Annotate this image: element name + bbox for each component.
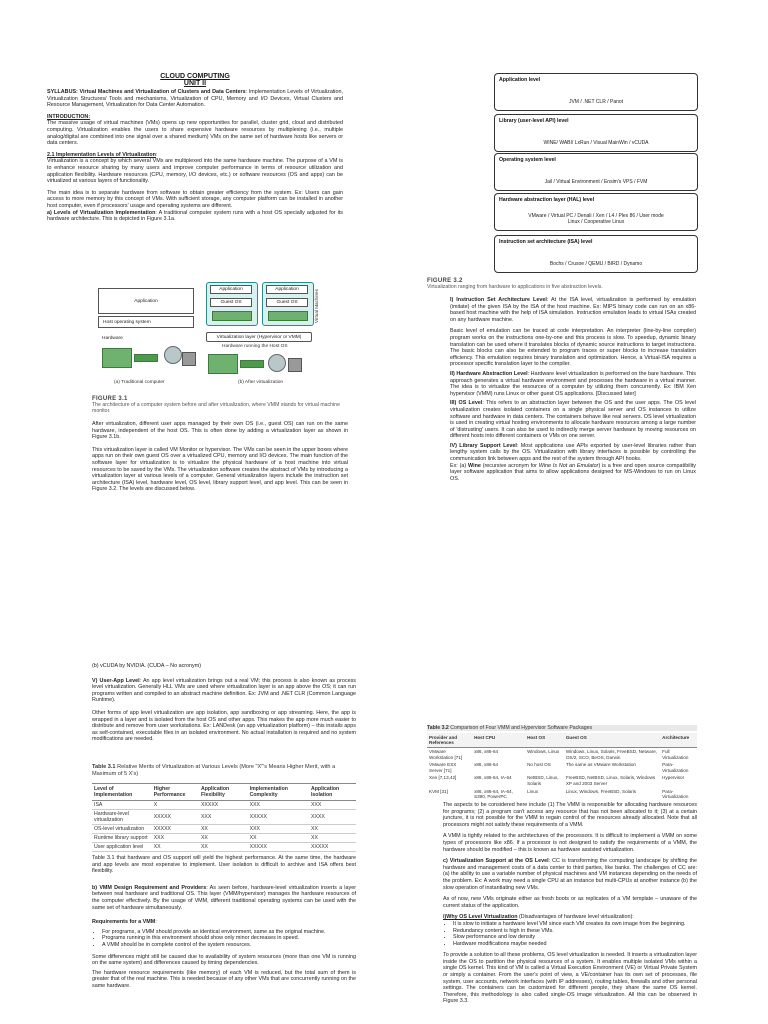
table-cell: XXXXX	[248, 810, 309, 825]
level-library: Library (user-level API) level WINE/ WABI/ LxRun / Visual MainWin / vCUDA	[494, 114, 698, 152]
t31-header: Higher Performance	[152, 784, 199, 801]
other-forms-text: Other forms of app level virtualization are app isolation, app sandboxing or app streaming. Here, the app is wrapped in a layer and is isolated from the host OS and other apps. This makes the app more much easier to distribute and remove from user workstations. Ex: LANDesk (an app virtualization platform) – this installs apps as self-contained, executable files in an isolated environment. No actual installation is required and no system modifications are needed.	[92, 709, 356, 743]
table-cell: FreeBSD, NetBSD, Linux, Solaris, Windows XP and 2003 Server	[565, 775, 656, 786]
t32-header: Architecture	[660, 733, 697, 748]
table-row	[92, 843, 356, 852]
syllabus-text: : Implementation Levels of Virtualization, Virtualization Structures/ Tools and mechanisms, Virtualization of CPU, Memory and I/O Devices, Virtual Clusters and Resource Management, Virtualization for Data Center Automation.	[47, 89, 344, 109]
table-cell: Windows, Linux, Solaris, FreeBSD, Netware, OS/2, SCO, BeOS, Darwin	[565, 749, 657, 760]
table-cell: ISA	[92, 801, 152, 810]
table-cell: XXXXX	[152, 825, 199, 834]
fig31b-nic-icon	[288, 358, 302, 372]
impl-text: Virtualization is a concept by which several VMs are multiplexed into the same hardware machine. The purpose of a VM is to enhance resource sharing by many users and improve computer performance in terms of resource utilization and application flexibility. Hardware resources (CPU, memory, I/O devices, etc.) or software resources (OS and apps) can be virtualized at various layers of functionality.	[47, 158, 343, 185]
fig31a-memory-icon	[134, 354, 158, 362]
t31-caption-text: Relative Merits of Virtualization at Various Levels (More "X"'s Means Higher Merit, with a Maximum of 5 X's)	[92, 764, 336, 777]
levels-label: a) Levels of Virtualization Implementation	[47, 209, 156, 216]
table-cell: VMware ESX Server [71]	[429, 762, 457, 773]
wine-acronym: Wine Is Not an Emulator	[538, 462, 599, 469]
table-cell: VMware Workstation [71]	[429, 749, 463, 760]
lib-label: IV) Library Support Level	[450, 442, 517, 449]
vmm-box: Virtualization layer (Hypervisor or VMM)	[206, 332, 312, 342]
vcuda-text: (b) vCUDA by NVIDIA. (CUDA – No acronym)	[92, 663, 202, 669]
vm1-guest-os: Guest OS	[210, 298, 252, 307]
t31-header: Application Isolation	[309, 784, 356, 801]
user-app-text: : An app level virtualization brings out a real VM; this process is also known as process level virtualization. Generally HLL VMs are used where virtualization layer is an app above the OS; it can run programs written and compiled to an abstract machine definition. Ex: JVM and .NET CLR (Common Language Runtime).	[92, 677, 356, 704]
t32-label: Table 3.2	[427, 725, 449, 731]
list-item: • Hardware modifications maybe needed	[453, 941, 697, 948]
table-cell: XXX	[309, 801, 356, 810]
virtualization-layer-text: This virtualization layer is called VM Monitor or hypervisor. The VMs can be seen in the upper boxes where apps run on their own guest OS over a virtualized CPU, memory and I/O devices. The main function of the software layer for virtualization is to virtualize the physical hardware of a host machine into virtual resources to be saved by the VMs. The virtualization software creates the abstract of VMs by introducing a virtualization layer at various levels of a computer. General virtualization layers include the instruction set architecture (ISA) level, hardware level, OS level, library support level, and app level. This can be seen in Figure 3.2. The levels are discussed below.	[92, 446, 348, 493]
table-3-2	[427, 733, 697, 801]
t31-header: Level of Implementation	[92, 784, 152, 801]
fig31b-disk-icon	[268, 354, 286, 372]
fig31a-board-icon	[102, 348, 132, 368]
table-cell: XX	[199, 843, 248, 852]
list-item: • Programs running in this environment should show only minor decreases in speed.	[102, 935, 356, 942]
asof-text: As of now, new VMs originate either as fresh boots or as replicates of a VM template – unaware of the current status of the application.	[443, 896, 697, 909]
vm2-app: Application	[266, 285, 308, 294]
table-cell: X	[152, 801, 199, 810]
fig31a-disk-icon	[164, 346, 182, 364]
table-cell: x86, x86-64	[474, 749, 499, 754]
fig32-caption-text: Virtualization ranging from hardware to applications in five abstraction levels.	[427, 284, 603, 290]
req-list	[92, 929, 356, 949]
after-virtualization-text: After virtualization, different user apps managed by their own OS (i.e., guest OS) can run on the same hardware, independent of the host OS. This is often done by adding a virtualization layer as shown in Figure 3.1b.	[92, 421, 348, 441]
t32-header: Provider and References	[427, 733, 472, 748]
wine-text: ) is a free and open source compatibility layer software application that aims to allow applications designed for MS-Windows to run on Linux OS.	[450, 462, 696, 482]
table-cell: XXXXX	[152, 810, 199, 825]
cc-label: c) Virtualization Support at the OS Level	[443, 858, 549, 865]
wine-mid: (recursive acronym for	[480, 462, 539, 469]
table-cell: XXXX	[309, 810, 356, 825]
table-row	[92, 801, 356, 810]
t31-header-row	[92, 784, 356, 801]
table-row	[92, 810, 356, 825]
level-hal: Hardware abstraction layer (HAL) level VMware / Virtual PC / Denali / Xen / L4 / Plex 86 / User mode Linux / Cooperative Linux	[494, 193, 698, 231]
fig31a-nic-icon	[182, 352, 196, 366]
doc-unit: UNIT II	[183, 80, 207, 87]
wine-label: Wine	[468, 462, 481, 469]
why-label: i)Why OS Level Virtualization	[443, 914, 518, 921]
tight-text: A VMM is tightly related to the architectures of the processors. It is difficult to implement a VMM on some types of processors like x86. If a processor is not designed to satisfy the requirements of a VMM, the hardware should be modified – this is known as hardware assisted virtualization.	[443, 833, 697, 853]
req-heading: Requirements for a VMM	[92, 919, 156, 926]
list-item: • A VMM should be in complete control of the system resources.	[102, 942, 356, 949]
table-cell: XX	[248, 834, 309, 843]
fig31b-caption: (b) After virtualization	[238, 380, 284, 385]
right-top-section	[450, 297, 696, 485]
table-cell: XXXXX	[199, 801, 248, 810]
impl-heading: 2.1 Implementation Levels of Virtualization	[47, 151, 156, 158]
vm1-hw-icon	[212, 311, 252, 321]
t32-header: Guest OS	[564, 733, 660, 748]
table-cell: XXX	[152, 834, 199, 843]
vm1-app: Application	[210, 285, 252, 294]
table-cell: XX	[199, 825, 248, 834]
t31-discussion: Table 3.1 that hardware and OS support will yield the highest performance. At the same time, the hardware and app levels are most expensive to implement. User isolation is difficult to archive and ISA offers best flexibility.	[92, 855, 356, 875]
intro-heading: INTRODUCTION:	[47, 113, 91, 120]
table-row	[92, 834, 356, 843]
table-row	[427, 748, 697, 762]
lib-text: : Most applications use APIs exported by user-level libraries rather than lengthy system calls by the OS. Virtualization with library interfaces is possible by controlling the communication link between apps and the rest of the system through API hooks.	[450, 442, 696, 463]
left-top-section	[47, 73, 343, 226]
fig31b-board-icon	[208, 354, 238, 374]
fig31b-memory-icon	[240, 360, 264, 368]
table-cell: Full Virtualization	[662, 749, 689, 760]
table-cell: Para-Virtualization	[662, 762, 689, 773]
table-cell: OS-level virtualization	[92, 825, 152, 834]
t31-header: Application Flexibility	[199, 784, 248, 801]
level-os: Operating system level Jail / Virtual Environment / Ensim's VPS / FVM	[494, 153, 698, 191]
table-cell: NetBSD, Linux, Solaris	[527, 775, 559, 786]
table-cell: XXXXX	[309, 843, 356, 852]
fig31a-caption: (a) Traditional computer	[114, 380, 165, 385]
table-row	[92, 825, 356, 834]
table-cell: KVM [31]	[429, 788, 448, 794]
hal-text: : Hardware level virtualization is performed on the bare hardware. This approach generates a virtual hardware environment and processes the hardware in a virtual manner. The idea is to virtualize the resources of a computer by utilizing them concurrently. Ex: IBM Xen hypervisor (VMM) runs Linux or other guest OS applications. [Discussed later]	[450, 370, 696, 397]
main-idea-text: The main idea is to separate hardware from software to obtain greater efficiency from the system. Ex: Users can gain access to more memory by this concept of VMs. With sufficient storage, any computer platform can be installed in another host computer, even if processors' usage and operating systems are different.	[47, 189, 343, 209]
table-cell: The same as VMware Workstation	[565, 762, 636, 768]
table-cell: Linux, Windows, FreeBSD, Solaris	[565, 788, 637, 794]
table-cell: XXX	[248, 801, 309, 810]
fig31-caption-text: The architecture of a computer system before and after virtualization, where VMM stands for virtual machine monitor.	[92, 402, 340, 415]
table-3-2-caption	[427, 725, 697, 731]
table-cell: Hardware-level virtualization	[92, 810, 152, 825]
level-application: Application level JVM / .NET CLR / Panot	[494, 73, 698, 111]
isa-label: I) Instruction Set Architecture Level	[450, 297, 547, 303]
doc-title: CLOUD COMPUTING	[160, 73, 230, 80]
provide-text: To provide a solution to all these problems, OS level virtualization is needed. It inserts a virtualization layer inside the OS to partition the physical resources of a system. It enables multiple isolated VMs within a single OS kernel. This kind of VM is called a Virtual Execution Environment (VE) or Virtual Private System or simply a container. From the user's point of view, a VE/container has its own set of processes, file system, user accounts, network interfaces (with IP addresses), routing tables, firewalls and other personal settings. The containers can be customized for different people, they share the same OS kernel. Therefore, this methodology is also called single-OS image virtualization. All this can be observed in Figure 3.3.	[443, 952, 697, 1005]
left-bottom-section	[92, 663, 356, 746]
table-cell: XX	[199, 834, 248, 843]
t31-header: Implementation Complexity	[248, 784, 309, 801]
table-cell: x86, x86-64	[474, 762, 499, 768]
fig31a-application: Application	[98, 288, 194, 314]
aspects-text: The aspects to be considered here include (1) The VMM is responsible for allocating hardware resources for programs; (2) a program can't access any resource that has not been allocated to it; (3) at a certain juncture, it is not possible for the VMM to regain control of the resources already allocated. Note that all processors might not satisfy these requirements of a VMM.	[443, 802, 697, 828]
table-cell: No host OS	[527, 762, 551, 768]
table-3-1	[92, 783, 356, 852]
list-item: • It is slow to initiate a hardware level VM since each VM creates its own image from the beginning.	[453, 921, 697, 928]
hw-running-label: Hardware running the Host OS	[222, 344, 288, 349]
intro-text: The massive usage of virtual machines (VMs) opens up new opportunities for parallel, cluster grid, cloud and distributed computing. Virtualization enables the users to share expensive hardware resources by multiplexing (i.e., multiple analog/digital are combined into one signal over a shared medium) VMs on the same set of hardware hosts like servers or data centers.	[47, 120, 343, 147]
table-cell: Runtime library support	[92, 834, 152, 843]
table-cell: XX	[309, 825, 356, 834]
table-cell: XX	[309, 834, 356, 843]
fig31a-hardware: Hardware	[98, 332, 194, 344]
fig32-label: FIGURE 3.2	[427, 278, 463, 284]
why-text: (Disadvantages of hardware level virtualization):	[517, 914, 634, 921]
vmm-text: : As seen before, hardware-level virtualization inserts a layer between real hardware and traditional OS. This layer (VMM/hypervisor) manages the hardware resources of the computer effectively. By the usage of VMM, different traditional operating systems can be used with the same set of hardware simultaneously.	[92, 884, 356, 911]
table-3-1-caption	[92, 764, 356, 778]
t32-header: Host OS	[525, 733, 564, 748]
figure-3-1-caption	[92, 396, 350, 415]
diff-text: Some differences might still be caused due to availability of system resources (more than one VM is running on the same system) and differences caused by timing dependencies.	[92, 953, 356, 967]
syllabus-paragraph: SYLLABUS: Virtual Machines and Virtualization of Clusters and Data Centers: Implementation Levels of Virtualization, Virtualization Structures/ Tools and mechanisms, Virtualization of CPU, Memory and I/O Devices, Virtual Clusters and Resource Management, Virtualization for Data Center Automation. INTRODUCTION: The massive usage of virtual machines (VMs) opens up new opportunities for parallel, cluster grid, cloud and distributed computing. Virtualization enables the users to share expensive hardware resources by multiplexing (i.e., multiple analog/digital are combined into one signal over a shared medium) VMs on the same set of hardware hosts like servers or data centers. 2.1 Implementation Levels of Virtualization: Virtualization is a concept by which several VMs are multiplexed into the same hardware machine. The purpose of a VM is to enhance resource sharing by many users and improve computer performance in terms of resource utilization and application flexibility. Hardware resources (CPU, memory, I/O devices, etc.) or software resources (OS and apps) can be virtualized at various layers of functionality. The main idea is to separate hardware from software to obtain greater efficiency from the system. Ex: Users can gain access to more memory by this concept of VMs. With sufficient storage, any computer platform can be installed in another host computer, even if processors' usage and operating systems are different. a) Levels of Virtualization Implementation: A traditional computer system runs with a host OS specially adjusted for its hardware architecture. This is depicted in Figure 3.1a.	[47, 89, 344, 223]
table-row	[427, 774, 697, 787]
isa-text: : At the ISA level, virtualization is performed by emulation (imitate) of the given ISA by the ISA of the host machine. Ex: MIPS binary code can run on an x86-based host machine with the help of ISA simulation. Instruction emulation leads to virtual ISAs created on any hardware machine.	[450, 297, 696, 323]
list-item: • Slow performance and low density	[453, 934, 697, 941]
hal-label: II) Hardware Abstraction Level	[450, 370, 528, 377]
cc-text: : CC is transforming the computing landscape by shifting the hardware and management costs of a data center to third parties, like banks. The challenges of CC are: (a) the ability to use a variable number of physical machines and VM instances depending on the needs of the problem. Ex: A work may need a single CPU at an instance but multi-CPUs at another instance (b) the slow operation of instantiating new VMs.	[443, 858, 697, 891]
table-cell: XX	[152, 843, 199, 852]
level-isa: Instruction set architecture (ISA) level Bochs / Crusoe / QEMU / BIRD / Dynamo	[494, 235, 698, 273]
fig31a-host-os: Host operating system	[98, 316, 194, 328]
basic-emulation-text: Basic level of emulation can be traced at code interpretation. An interpreter (line-by-line compiler) program works on the instructions one-by-one and this process is slow. To speedup, dynamic binary translation can be used where it translates blocks of dynamic source instructions to target instructions. The basic blocks can also be extended to program traces or super blocks to increase translation efficiency. This emulation requires binary translation and optimization. Hence, a Virtual-ISA requires a processor specific translation layer to the compiler.	[450, 328, 696, 368]
vm2-hw-icon	[268, 311, 308, 321]
table-cell: User application level	[92, 843, 152, 852]
left-mid-section	[92, 421, 348, 496]
vmm-label: b) VMM Design Requirement and Providers	[92, 884, 207, 891]
os-text: : This refers to an abstraction layer between the OS and the user apps. The OS level virtualization creates isolated containers on a single physical server and OS instances to utilize software and hardware in data centers. The containers behave like real servers. OS level virtualization is used in creating virtual hosting environments to allocate hardware resources among a large number of 'distrusting' users. It can also be used to indirectly merge server hardware by moving resources on different hosts into different containers or VMs on one server.	[450, 400, 696, 440]
left-bottom-section-2: Table 3.1 that hardware and OS support will yield the highest performance. At the same time, the hardware and app levels are most expensive to implement. User isolation is difficult to archive and ISA offers best flexibility. b) VMM Design Requirement and Providers: As seen before, hardware-level virtualization inserts a layer between real hardware and traditional OS. This layer (VMM/hypervisor) manages the hardware resources of the computer effectively. By the usage of VMM, different traditional operating systems can be used with the same set of hardware simultaneously. Requirements for a VMM: • For programs, a VMM should provide an identical environment, same as the original machine. • Programs running in this environment should show only minor decreases in speed. • A VMM should be in complete control of the system resources. Some differences might still be caused due to availability of system resources (more than one VM is running on the same system) and differences caused by timing dependencies. The hardware resource requirements (like memory) of each VM is reduced, but the total sum of them is greater that of the real machine. This is needed because of any other VMs that are concurrently running on the same hardware.	[92, 855, 356, 993]
t31-label: Table 3.1	[92, 764, 116, 770]
table-cell: Hypervisor	[662, 775, 685, 781]
t32-caption-text: Comparison of Four VMM and Hypervisor Software Packages	[448, 725, 593, 731]
t32-header-row	[427, 733, 697, 748]
figure-3-1	[92, 280, 348, 392]
wine-prefix: Ex: (a)	[450, 462, 469, 469]
table-cell: XXX	[199, 810, 248, 825]
vm2-guest-os: Guest OS	[266, 298, 308, 307]
right-bottom-section	[443, 802, 697, 1008]
table-cell: Para-Virtualization	[662, 788, 689, 800]
figure-3-2-caption	[427, 278, 697, 290]
t32-header: Host CPU	[472, 733, 525, 748]
table-cell: Xen [7,13,42]	[429, 775, 457, 781]
os-label: III) OS Level	[450, 400, 483, 407]
list-item: • For programs, a VMM should provide an identical environment, same as the original machine.	[102, 929, 356, 936]
table-cell: Windows, Linux	[527, 749, 560, 754]
table-row	[427, 788, 697, 801]
table-cell: XXXXX	[248, 843, 309, 852]
why-list	[443, 921, 697, 947]
table-row	[427, 761, 697, 774]
user-app-label: V) User-App Level	[92, 677, 140, 684]
table-cell: Linux	[527, 788, 539, 794]
virtual-machines-label: Virtual Machines	[314, 289, 319, 323]
table-cell: XXX	[248, 825, 309, 834]
table-cell: x86, x86-64, IA-64	[474, 775, 512, 781]
hw-req-text: The hardware resource requirements (like memory) of each VM is reduced, but the total sum of them is greater that of the real machine. This is needed because of any other VMs that are concurrently running on the same hardware.	[92, 969, 356, 989]
syllabus-label: SYLLABUS: Virtual Machines and Virtualization of Clusters and Data Centers	[47, 89, 246, 95]
list-item: • Redundancy content is high in these VMs.	[453, 928, 697, 935]
table-cell: x86, x86-64, IA-64, S390, PowerPC	[474, 788, 513, 800]
fig31-label: FIGURE 3.1	[92, 396, 128, 402]
levels-text: : A traditional computer system runs with a host OS specially adjusted for its hardware architecture. This is depicted in Figure 3.1a.	[47, 209, 343, 223]
